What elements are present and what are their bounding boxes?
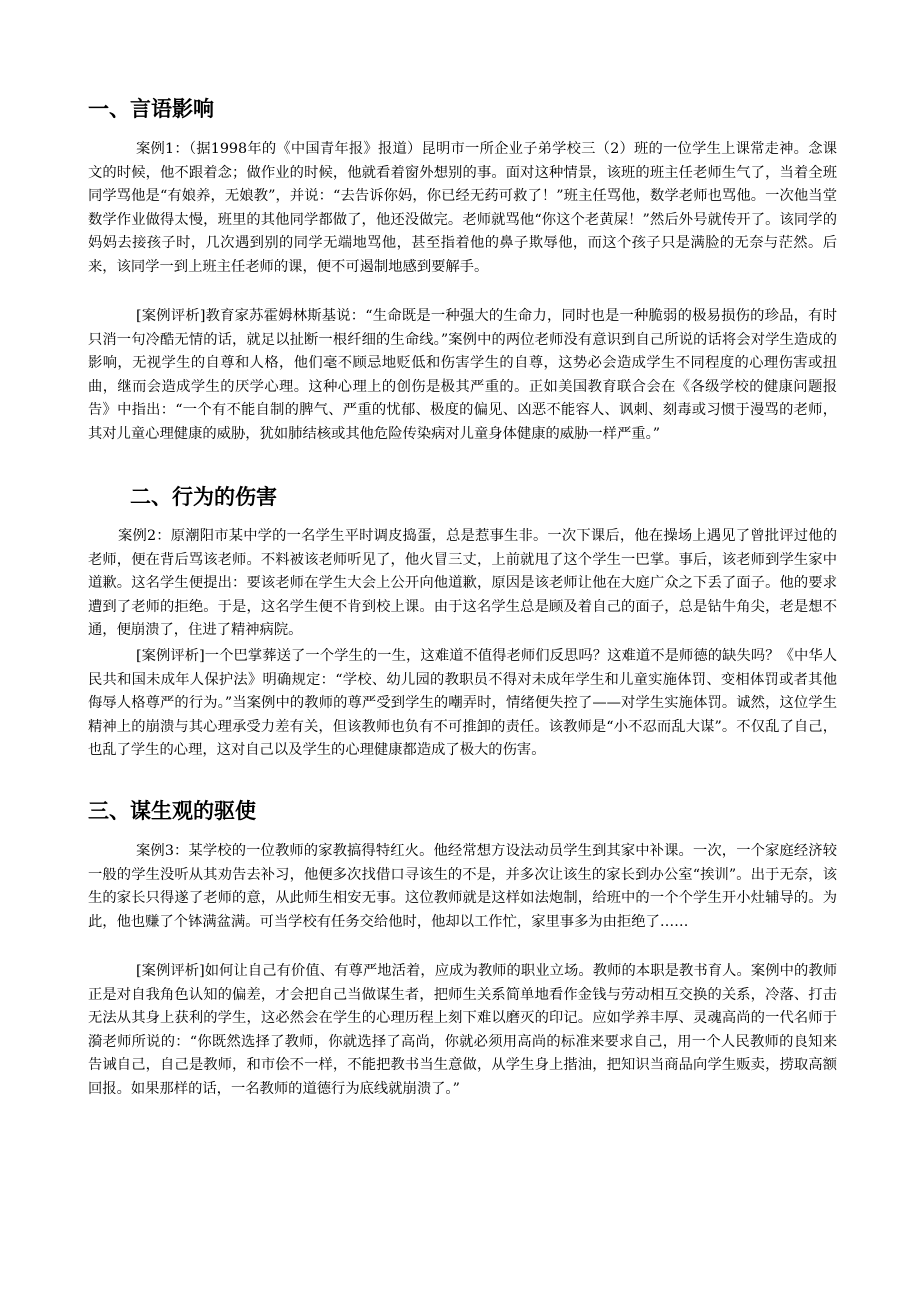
section-3-heading: 三、谋生观的驱使: [88, 799, 256, 823]
section-3-case: 案例3：某学校的一位教师的家教搞得特红火。他经常想方设法动员学生到其家中补课。一次，一个家庭经济较一般的学生没听从其劝告去补习，他便多次找借口寻该生的不是，并多次让该生的家长到办公室“挨训”。出于无奈，该生的家长只得遂了老师的意，从此师生相安无事。这位教师就是这样如法炮制，给班中的一个个学生开小灶辅导的。为此，他也赚了个钵满盆满。可当学校有任务交给他时，他却以工作忙，家里事多为由拒绝了……: [88, 843, 837, 930]
section-2-comment: [案例评析]一个巴掌葬送了一个学生的一生，这难道不值得老师们反思吗？这难道不是师德的缺失吗？《中华人民共和国未成年人保护法》明确规定：“学校、幼儿园的教职员不得对未成年学生和儿童实施体罚、变相体罚或者其他侮辱人格尊严的行为。”当案例中的教师的尊严受到学生的嘲弄时，情绪便失控了——对学生实施体罚。诚然，这位学生精神上的崩溃与其心理承受力差有关，但该教师也负有不可推卸的责任。该教师是“小不忍而乱大谋”。不仅乱了自己，也乱了学生的心理，这对自己以及学生的心理健康都造成了极大的伤害。: [88, 648, 837, 759]
section-1-comment: [案例评析]教育家苏霍姆林斯基说：“生命既是一种强大的生命力，同时也是一种脆弱的极易损伤的珍品，有时只消一句冷酷无情的话，就足以扯断一根纤细的生命线。”案例中的两位老师没有意识到自己所说的话将会对学生造成的影响，无视学生的自尊和人格，他们毫不顾忌地贬低和伤害学生的自尊，这势必会造成学生不同程度的心理伤害或扭曲，继而会造成学生的厌学心理。这种心理上的创伤是极其严重的。正如美国教育联合会在《各级学校的健康问题报告》中指出：“一个有不能自制的脾气、严重的忧郁、极度的偏见、凶恶不能容人、讽刺、刻毒或习惯于漫骂的老师，其对儿童心理健康的威胁，犹如肺结核或其他危险传染病对儿童身体健康的威胁一样严重。”: [88, 308, 837, 442]
section-2-heading: 二、行为的伤害: [130, 485, 277, 509]
section-3-comment: [案例评析]如何让自己有价值、有尊严地活着，应成为教师的职业立场。教师的本职是教书育人。案例中的教师正是对自我角色认知的偏差，才会把自己当做谋生者，把师生关系简单地看作金钱与劳动相互交换的关系，冷落、打击无法从其身上获利的学生，这必然会在学生的心理历程上刻下难以磨灭的印记。应如学养丰厚、灵魂高尚的一代名师于漪老师所说的：“你既然选择了教师，你就选择了高尚，你就必须用高尚的标准来要求自己，用一个人民教师的良知来告诫自己，自己是教师，和市侩不一样，不能把教书当生意做，从学生身上揩油，把知识当商品向学生贩卖，捞取高额回报。如果那样的话，一名教师的道德行为底线就崩溃了。”: [88, 963, 837, 1097]
section-2-case: 案例2：原潮阳市某中学的一名学生平时调皮捣蛋，总是惹事生非。一次下课后，他在操场上遇见了曾批评过他的老师，便在背后骂该老师。不料被该老师听见了，他火冒三丈，上前就甩了这个学生一巴掌。事后，该老师到学生家中道歉。这名学生便提出：要该老师在学生大会上公开向他道歉，原因是该老师让他在大庭广众之下丢了面子。他的要求遭到了老师的拒绝。于是，这名学生便不肯到校上课。由于这名学生总是顾及着自己的面子，总是钻牛角尖，老是想不通，便崩溃了，住进了精神病院。: [88, 528, 837, 639]
section-1-heading: 一、言语影响: [88, 97, 214, 121]
section-1-case: 案例1：（据1998年的《中国青年报》报道）昆明市一所企业子弟学校三（2）班的一位学生上课常走神。念课文的时候，他不跟着念；做作业的时候，他就看着窗外想别的事。面对这种情景，该班的班主任老师生气了，当着全班同学骂他是“有娘养，无娘教”，并说：“去告诉你妈，你已经无药可救了！”班主任骂他，数学老师也骂他。一次他当堂数学作业做得太慢，班里的其他同学都做了，他还没做完。老师就骂他“你这个老黄屎！”然后外号就传开了。该同学的妈妈去接孩子时，几次遇到别的同学无端地骂他，甚至指着他的鼻子欺辱他，而这个孩子只是满脸的无奈与茫然。后来，该同学一到上班主任老师的课，便不可遏制地感到要解手。: [88, 141, 837, 275]
